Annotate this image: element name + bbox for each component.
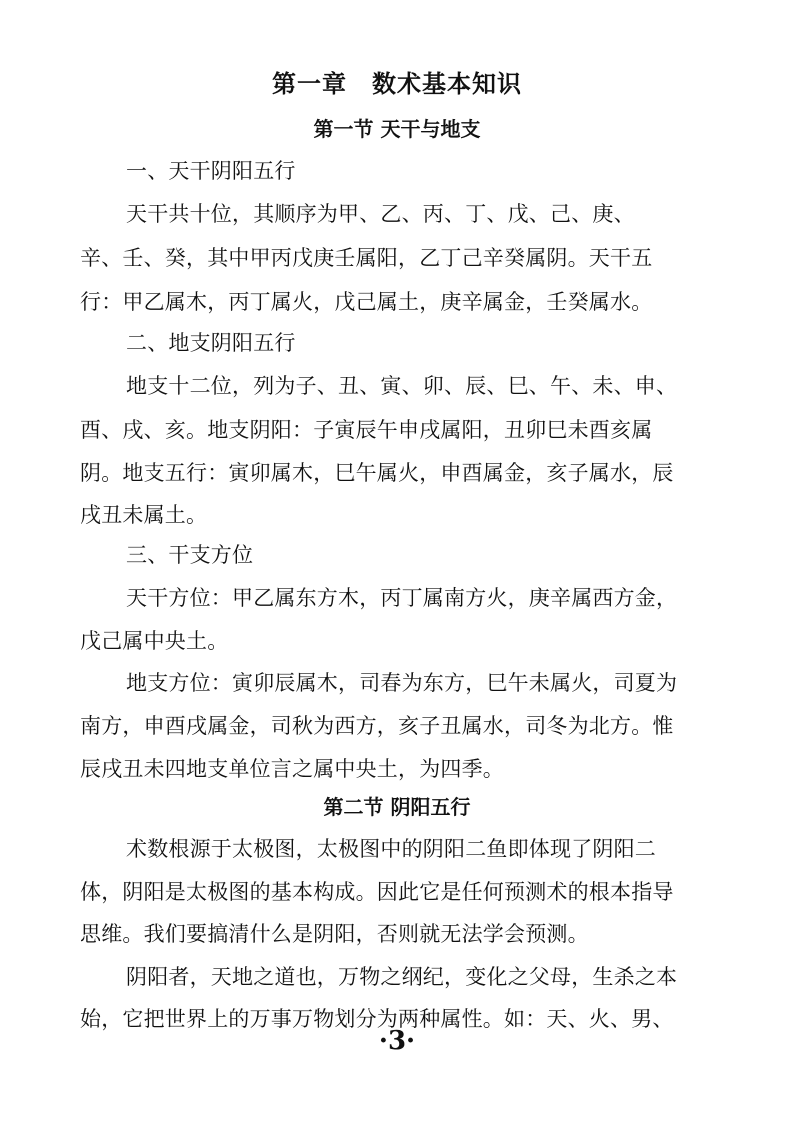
subheading-2: 二、地支阴阳五行 bbox=[126, 331, 296, 355]
paragraph-line: 行：甲乙属木，丙丁属火，戊己属土，庚辛属金，壬癸属水。 bbox=[80, 290, 653, 314]
paragraph-line: 辛、壬、癸，其中甲丙戊庚壬属阳，乙丁己辛癸属阴。天干五 bbox=[80, 246, 653, 270]
subheading-3: 三、干支方位 bbox=[126, 543, 254, 567]
paragraph-line: 南方，申酉戌属金，司秋为西方，亥子丑属水，司冬为北方。惟 bbox=[80, 714, 674, 738]
paragraph-line: 戊己属中央土。 bbox=[80, 629, 229, 653]
paragraph-line: 地支十二位，列为子、丑、寅、卯、辰、巳、午、未、申、 bbox=[126, 374, 678, 398]
paragraph-line: 地支方位：寅卯辰属木，司春为东方，巳午未属火，司夏为 bbox=[126, 671, 678, 695]
paragraph-line: 阴阳者，天地之道也，万物之纲纪，变化之父母，生杀之本 bbox=[126, 965, 678, 989]
paragraph-line: 阴。地支五行：寅卯属木，巳午属火，申酉属金，亥子属水，辰 bbox=[80, 461, 674, 485]
paragraph-line: 思维。我们要搞清什么是阴阳，否则就无法学会预测。 bbox=[80, 922, 589, 946]
page-number: ·3· bbox=[378, 1026, 416, 1056]
paragraph-line: 天干共十位，其顺序为甲、乙、丙、丁、戊、己、庚、 bbox=[126, 202, 635, 226]
section-2-title: 第二节 阴阳五行 bbox=[323, 795, 471, 819]
paragraph-line: 始，它把世界上的万事万物划分为两种属性。如：天、火、男、 bbox=[80, 1007, 674, 1031]
paragraph-line: 术数根源于太极图，太极图中的阴阳二鱼即体现了阴阳二 bbox=[126, 837, 656, 861]
paragraph-line: 体，阴阳是太极图的基本构成。因此它是任何预测术的根本指导 bbox=[80, 880, 674, 904]
chapter-title: 第一章 数术基本知识 bbox=[272, 70, 522, 98]
section-1-title: 第一节 天干与地支 bbox=[313, 117, 481, 141]
paragraph-line: 天干方位：甲乙属东方木，丙丁属南方火，庚辛属西方金， bbox=[126, 586, 678, 610]
paragraph-line: 辰戌丑未四地支单位言之属中央土，为四季。 bbox=[80, 757, 504, 781]
paragraph-line: 戌丑未属土。 bbox=[80, 503, 208, 527]
paragraph-line: 酉、戌、亥。地支阴阳：子寅辰午申戌属阳，丑卯巳未酉亥属 bbox=[80, 418, 653, 442]
subheading-1: 一、天干阴阳五行 bbox=[126, 159, 296, 183]
